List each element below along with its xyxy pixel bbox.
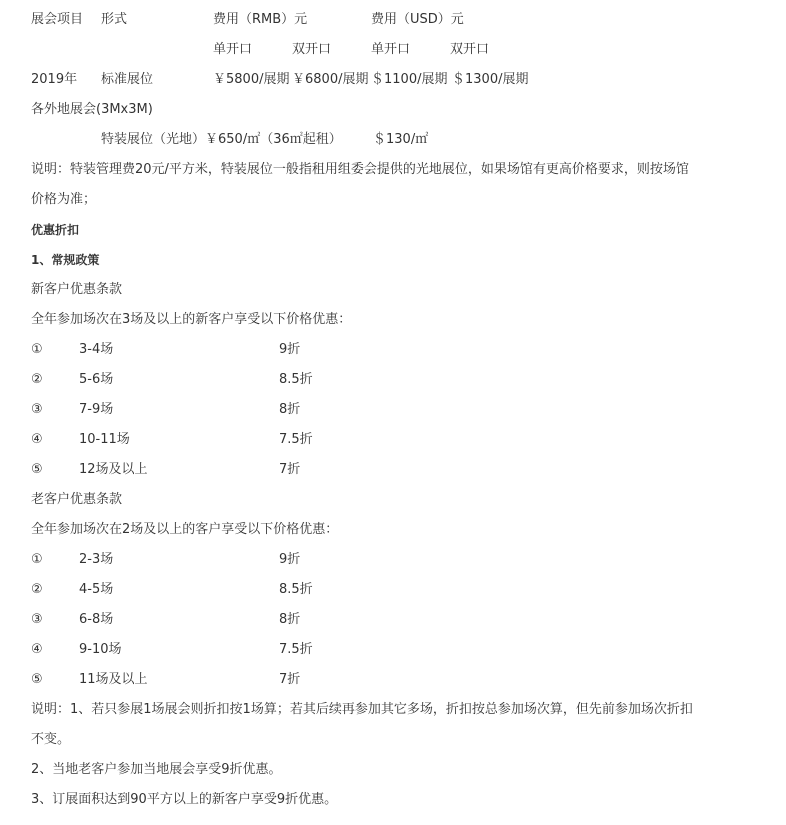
list-item-number: ② <box>31 372 43 387</box>
table-cell-special-booth: 特装展位（光地）￥650/㎡（36㎡起租） <box>101 132 342 147</box>
list-item-range: 5-6场 <box>79 372 114 387</box>
list-item-rate: 9折 <box>279 552 301 567</box>
list-item-rate: 7折 <box>279 462 301 477</box>
old-customer-title: 老客户优惠条款 <box>31 492 123 507</box>
list-item-number: ⑤ <box>31 672 43 687</box>
list-item-number: ③ <box>31 612 43 627</box>
note-line: 2、当地老客户参加当地展会享受9折优惠。 <box>31 762 282 777</box>
table-header-rmb-single: 单开口 <box>213 42 253 57</box>
list-item-range: 4-5场 <box>79 582 114 597</box>
list-item-rate: 7.5折 <box>279 432 313 447</box>
list-item-number: ⑤ <box>31 462 43 477</box>
table-header-item: 展会项目 <box>31 12 84 27</box>
list-item-rate: 9折 <box>279 342 301 357</box>
table-header-usd-double: 双开口 <box>450 42 490 57</box>
list-item-number: ③ <box>31 402 43 417</box>
note-line: 不变。 <box>31 732 71 747</box>
note-line: 价格为准； <box>31 192 97 207</box>
table-row-year: 2019年 <box>31 72 78 87</box>
policy-title: 1、常规政策 <box>31 253 100 267</box>
list-item-rate: 7折 <box>279 672 301 687</box>
list-item-range: 2-3场 <box>79 552 114 567</box>
list-item-range: 12场及以上 <box>79 462 148 477</box>
list-item-rate: 8.5折 <box>279 372 313 387</box>
list-item-range: 3-4场 <box>79 342 114 357</box>
new-customer-intro: 全年参加场次在3场及以上的新客户享受以下价格优惠： <box>31 312 352 327</box>
list-item-rate: 8.5折 <box>279 582 313 597</box>
table-header-usd: 费用（USD）元 <box>371 12 464 27</box>
table-header-usd-single: 单开口 <box>371 42 411 57</box>
table-row-item: 各外地展会(3Mx3M) <box>31 102 153 117</box>
table-cell-usd-single: ＄1100/展期 <box>371 72 448 87</box>
table-header-rmb-double: 双开口 <box>292 42 332 57</box>
list-item-number: ④ <box>31 432 43 447</box>
table-header-rmb: 费用（RMB）元 <box>213 12 308 27</box>
note-line: 3、订展面积达到90平方以上的新客户享受9折优惠。 <box>31 792 338 807</box>
table-cell-special-usd: ＄130/㎡ <box>373 132 429 147</box>
list-item-number: ① <box>31 552 43 567</box>
list-item-range: 6-8场 <box>79 612 114 627</box>
list-item-rate: 7.5折 <box>279 642 313 657</box>
list-item-range: 10-11场 <box>79 432 130 447</box>
table-row-form: 标准展位 <box>101 72 154 87</box>
table-cell-rmb-single: ￥5800/展期 <box>213 72 290 87</box>
note-line: 说明：1、若只参展1场展会则折扣按1场算；若其后续再参加其它多场，折扣按总参加场次算，但先前参加场次折扣 <box>31 702 693 717</box>
old-customer-intro: 全年参加场次在2场及以上的客户享受以下价格优惠： <box>31 522 339 537</box>
list-item-range: 11场及以上 <box>79 672 148 687</box>
new-customer-title: 新客户优惠条款 <box>31 282 123 297</box>
note-line: 说明：特装管理费20元/平方米，特装展位一般指租用组委会提供的光地展位，如果场馆有更高价格要求，则按场馆 <box>31 162 689 177</box>
list-item-number: ④ <box>31 642 43 657</box>
table-cell-rmb-double: ￥6800/展期 <box>292 72 369 87</box>
list-item-range: 9-10场 <box>79 642 122 657</box>
list-item-range: 7-9场 <box>79 402 114 417</box>
table-cell-usd-double: ＄1300/展期 <box>452 72 529 87</box>
table-header-form: 形式 <box>101 12 128 27</box>
list-item-rate: 8折 <box>279 612 301 627</box>
list-item-rate: 8折 <box>279 402 301 417</box>
discount-title: 优惠折扣 <box>31 223 80 237</box>
list-item-number: ② <box>31 582 43 597</box>
list-item-number: ① <box>31 342 43 357</box>
